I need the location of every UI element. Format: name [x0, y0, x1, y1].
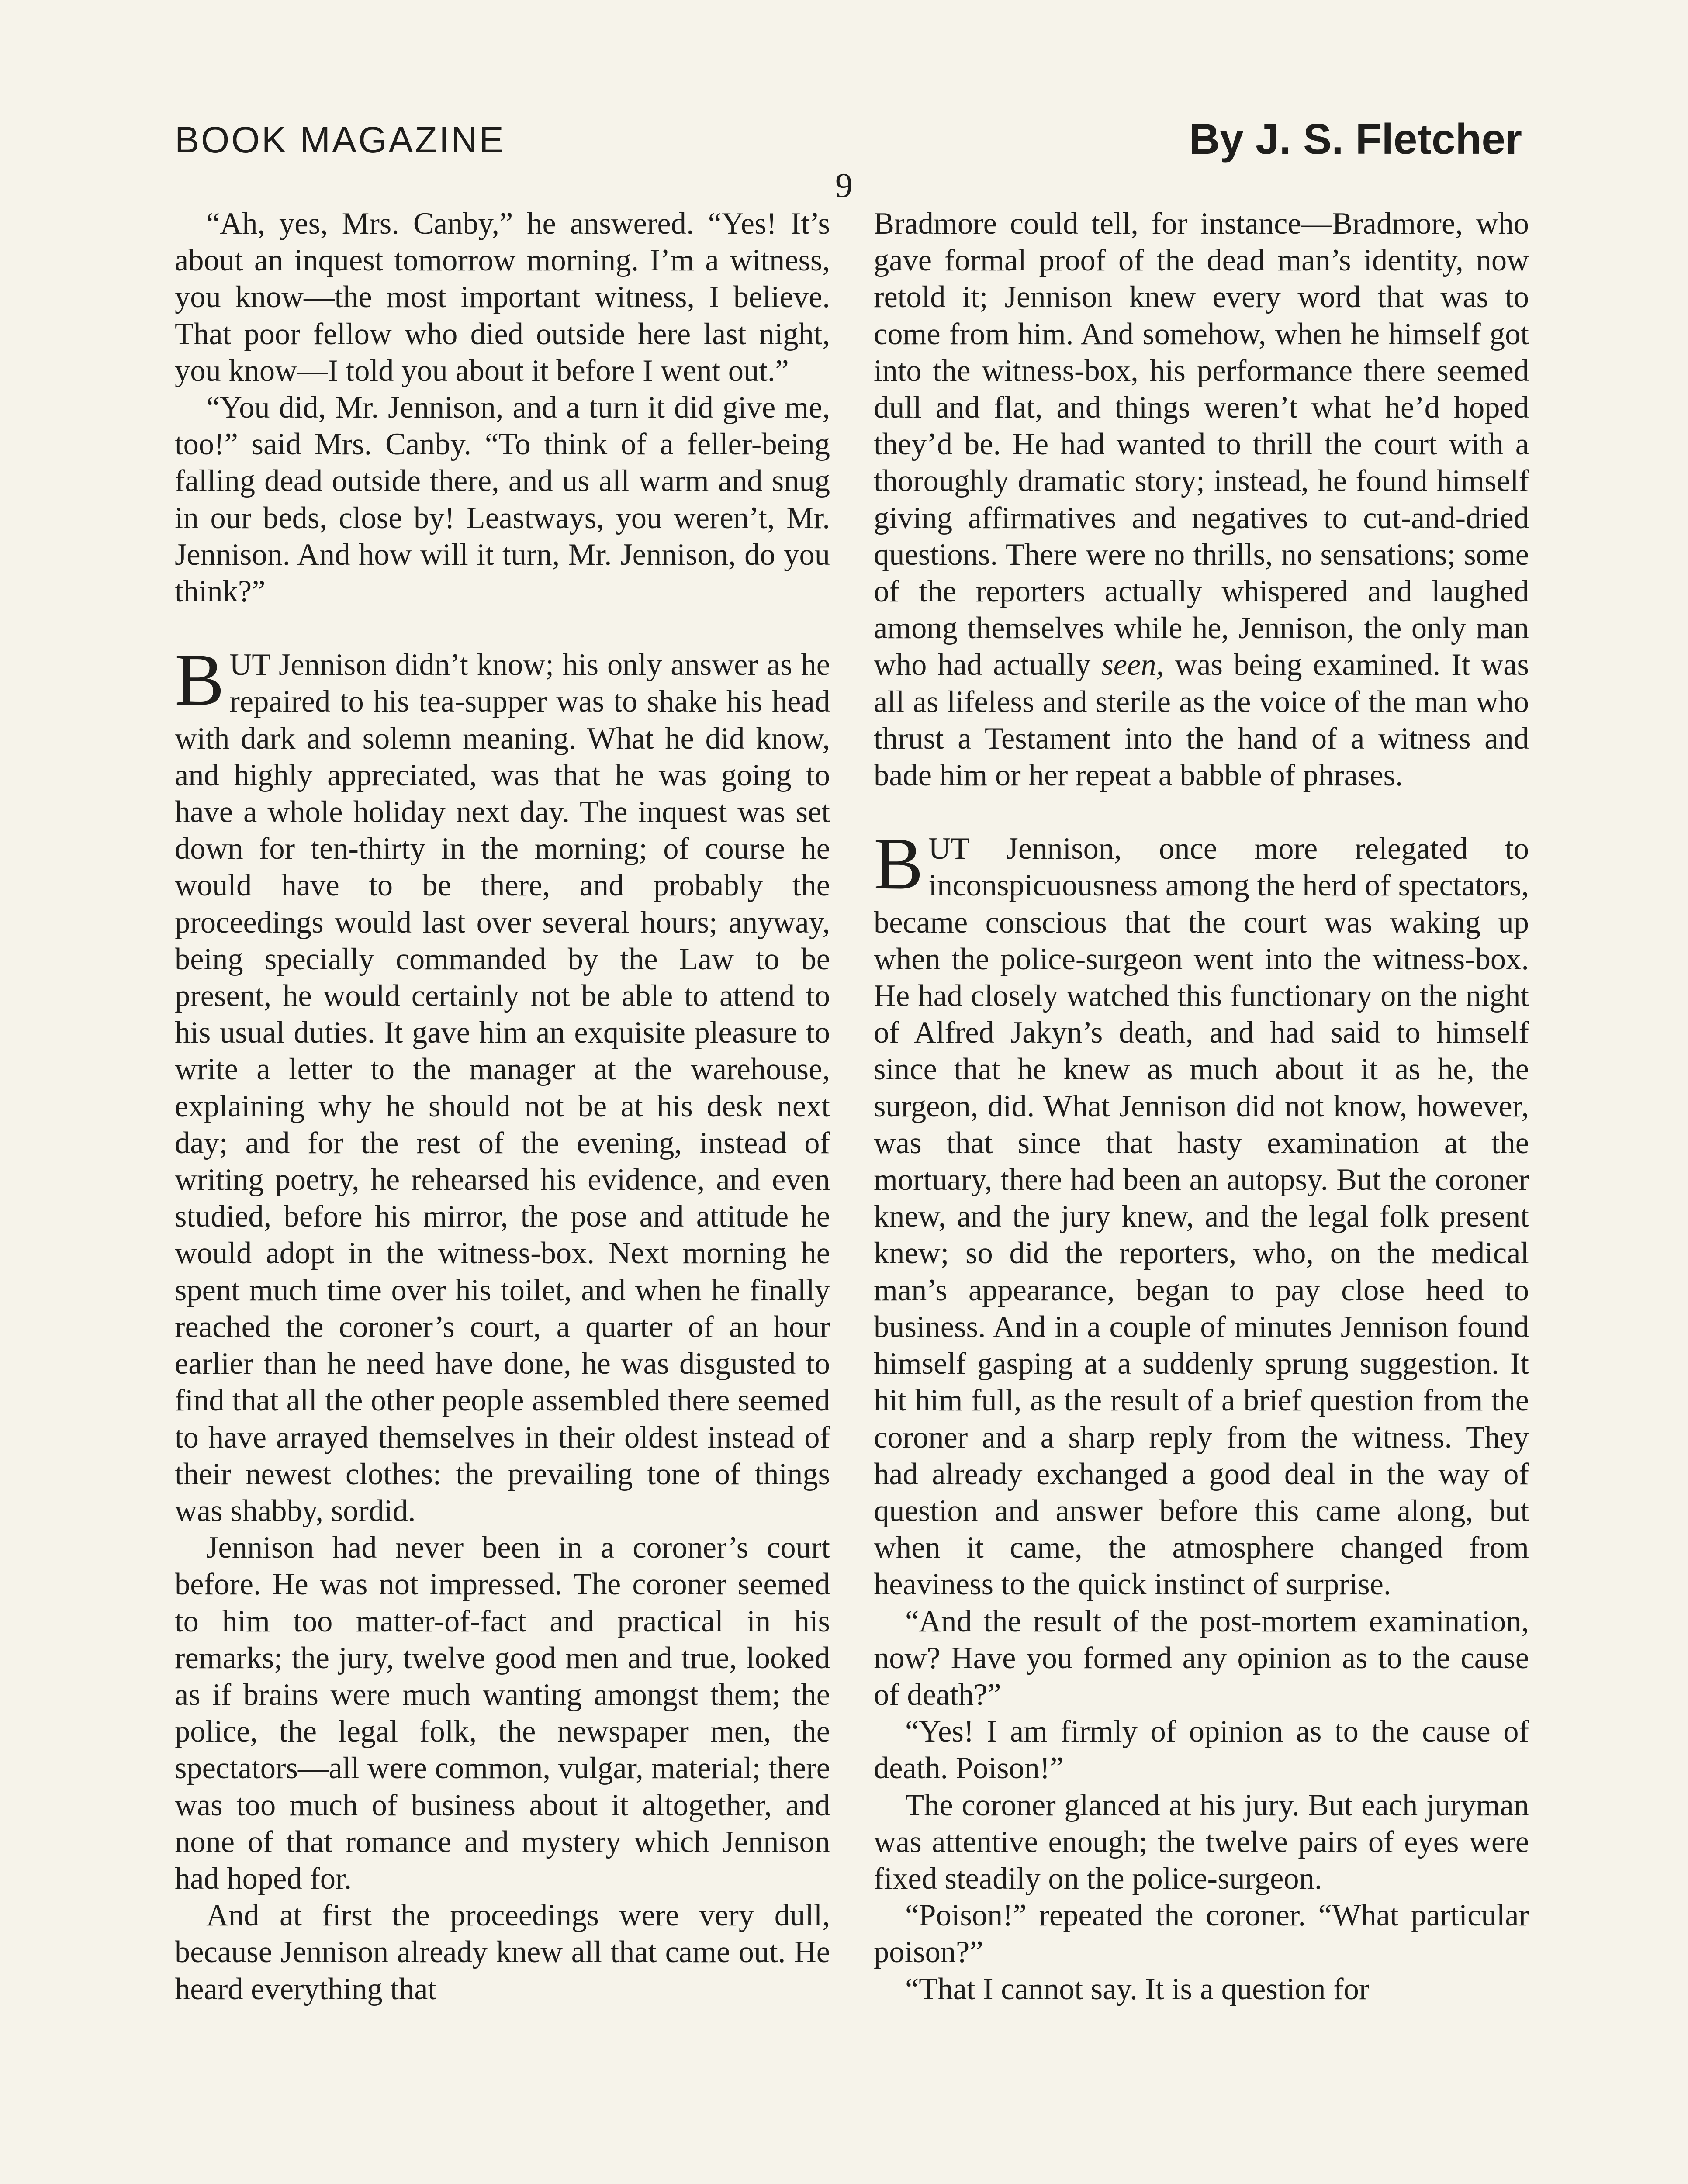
paragraph: “That I cannot say. It is a question for	[905, 1972, 1370, 2006]
emphasis-text: seen,	[1101, 648, 1164, 682]
dropcap-paragraph	[874, 822, 1529, 1603]
left-column	[175, 205, 830, 2008]
magazine-title: BOOK MAGAZINE	[175, 119, 505, 160]
paragraph: “And the result of the post-mortem examination, now? Have you formed any opinion as to the cause of death?”	[874, 1604, 1529, 1712]
drop-cap: B	[874, 822, 924, 905]
right-column	[874, 205, 1529, 2008]
paragraph: “Ah, yes, Mrs. Canby,” he answered. “Yes! It’s about an inquest tomorrow morning. I’m a witness, you know—the most important witness, I believe. That poor fellow who died outside here last night, you know—I told you about it before I went out.”	[175, 207, 830, 388]
paragraph: “Yes! I am firmly of opinion as to the cause of death. Poison!”	[874, 1714, 1529, 1786]
paragraph-text: Bradmore could tell, for instance—Bradmore, who gave formal proof of the dead man’s identity, now retold it; Jennison knew every word that was to come from him. And somehow, when he himself got into the witness-box, his performance there seemed dull and flat, and things weren’t what he’d hoped they’d be. He had wanted to thrill the court with a thoroughly dramatic story; instead, he found himself giving affirmatives and negatives to cut-and-dried questions. There were no thrills, no sensations; some of the reporters actually whispered and laughed among themselves while he, Jennison, the only man who had actually	[874, 207, 1529, 682]
paragraph: The coroner glanced at his jury. But each juryman was attentive enough; the twelve pairs of eyes were fixed steadily on the police-surgeon.	[874, 1788, 1529, 1896]
paragraph-text: UT Jennison, once more relegated to inconspicuousness among the herd of spectators, became conscious that the court was waking up when the police-surgeon went into the witness-box. He had closely watched this functionary on the night of Alfred Jakyn’s death, and had said to himself since that he knew as much about it as he, the surgeon, did. What Jennison did not know, however, was that since that hasty examination at the mortuary, there had been an autopsy. But the coroner knew, and the jury knew, and the legal folk present knew; so did the reporters, who, on the medical man’s appearance, began to pay close heed to business. And in a couple of minutes Jennison found himself gasping at a suddenly sprung suggestion. It hit him full, as the result of a brief question from the coroner and a sharp reply from the witness. They had already exchanged a good deal in the way of question and answer before this came along, but when it came, the atmosphere changed from heaviness to the quick instinct of surprise.	[874, 832, 1529, 1602]
paragraph: Jennison had never been in a coroner’s court before. He was not impressed. The coroner seemed to him too matter-of-fact and practical in his remarks; the jury, twelve good men and true, looked as if brains were much wanting amongst them; the police, the legal folk, the newspaper men, the spectators—all were common, vulgar, material; there was too much of business about it altogether, and none of that romance and mystery which Jennison had hoped for.	[175, 1531, 830, 1896]
paragraph: “Poison!” repeated the coroner. “What particular poison?”	[874, 1898, 1529, 1970]
paragraph-text: was being examined. It was all as lifeless and sterile as the voice of the man who thrust a Testament into the hand of a witness and bade him or her repeat a babble of phrases.	[874, 648, 1529, 793]
page-number: 9	[835, 166, 853, 205]
paragraph: And at first the proceedings were very dull, because Jennison already knew all that came out. He heard everything that	[175, 1898, 830, 2006]
paragraph	[874, 205, 1529, 794]
dropcap-paragraph	[175, 639, 830, 1529]
paragraph: “You did, Mr. Jennison, and a turn it did give me, too!” said Mrs. Canby. “To think of a feller-being falling dead outside there, and us all warm and snug in our beds, close by! Leastways, you weren’t, Mr. Jennison. And how will it turn, Mr. Jennison, do you think?”	[175, 390, 830, 609]
drop-cap: B	[175, 639, 225, 721]
paragraph-text: UT Jennison didn’t know; his only answer as he repaired to his tea-supper was to shake his head with dark and solemn meaning. What he did know, and highly appreciated, was that he was going to have a whole holiday next day. The inquest was set down for ten-thirty in the morning; of course he would have to be there, and probably the proceedings would last over several hours; anyway, being specially commanded by the Law to be present, he would certainly not be able to attend to his usual duties. It gave him an exquisite pleasure to write a letter to the manager at the warehouse, explaining why he should not be at his desk next day; and for the rest of the evening, instead of writing poetry, he rehearsed his evidence, and even studied, before his mirror, the pose and attitude he would adopt in the witness-box. Next morning he spent much time over his toilet, and when he finally reached the coroner’s court, a quarter of an hour earlier than he need have done, he was disgusted to find that all the other people assembled there seemed to have arrayed themselves in their oldest instead of their newest clothes: the prevailing tone of things was shabby, sordid.	[175, 648, 830, 1528]
author-byline: By J. S. Fletcher	[1189, 115, 1522, 163]
